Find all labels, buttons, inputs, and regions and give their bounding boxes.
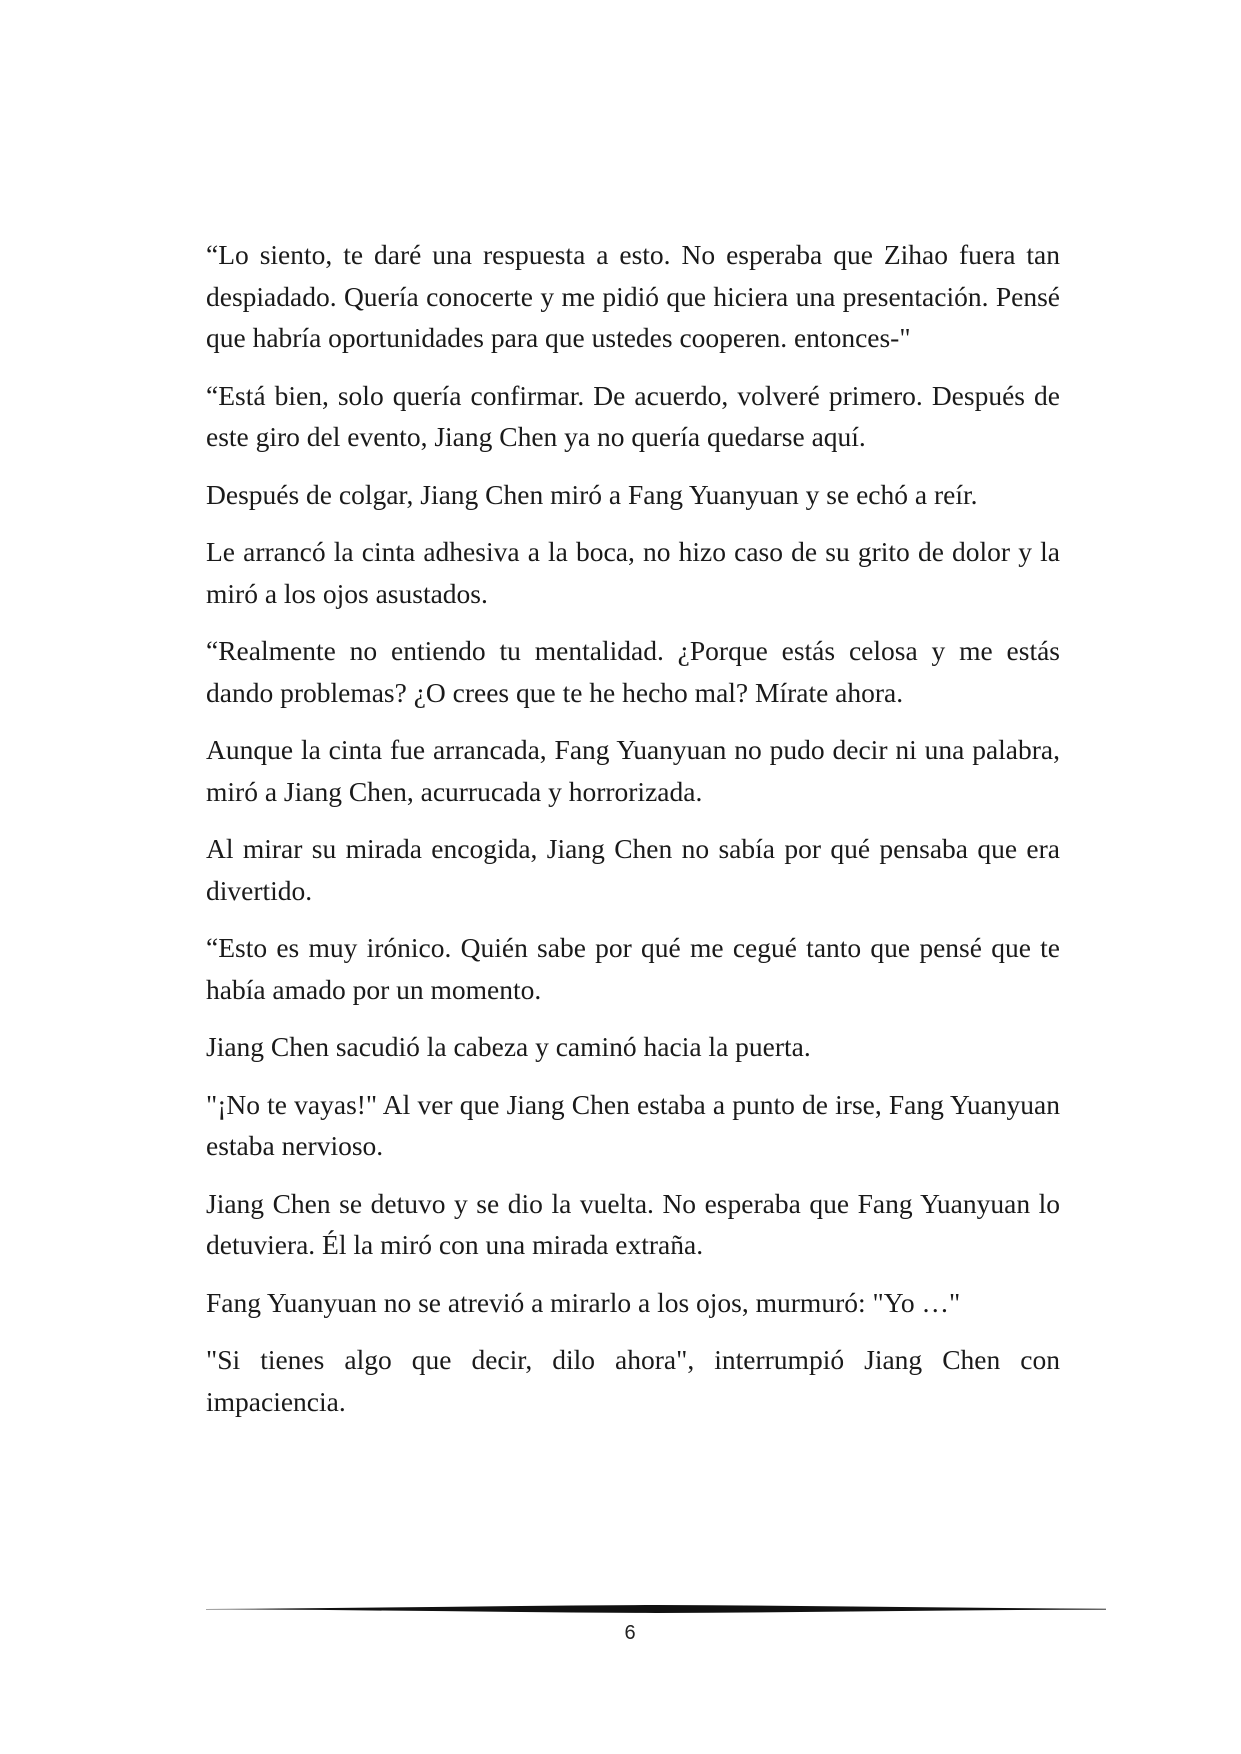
body-text — [206, 234, 1060, 1438]
paragraph: “Realmente no entiendo tu mentalidad. ¿Porque estás celosa y me estás dando problemas? ¿O crees que te he hecho mal? Mírate ahora. — [206, 635, 1060, 708]
footer-divider — [206, 1602, 1106, 1616]
paragraph: Al mirar su mirada encogida, Jiang Chen no sabía por qué pensaba que era divertido. — [206, 833, 1060, 906]
paragraph: Le arrancó la cinta adhesiva a la boca, no hizo caso de su grito de dolor y la miró a los ojos asustados. — [206, 536, 1060, 609]
paragraph: Jiang Chen sacudió la cabeza y caminó hacia la puerta. — [206, 1031, 811, 1062]
paragraph: “Lo siento, te daré una respuesta a esto. No esperaba que Zihao fuera tan despiadado. Quería conocerte y me pidió que hiciera una presentación. Pensé que habría oportunidades para que ustedes cooperen. entonces-" — [206, 239, 1060, 353]
page-number: 6 — [624, 1622, 636, 1644]
paragraph: Después de colgar, Jiang Chen miró a Fang Yuanyuan y se echó a reír. — [206, 478, 978, 510]
paragraph: “Está bien, solo quería confirmar. De acuerdo, volveré primero. Después de este giro del evento, Jiang Chen ya no quería quedarse aquí. — [206, 379, 1060, 452]
paragraph: Aunque la cinta fue arrancada, Fang Yuanyuan no pudo decir ni una palabra, miró a Jiang Chen, acurrucada y horrorizada. — [206, 734, 1060, 807]
paragraph: Fang Yuanyuan no se atrevió a mirarlo a los ojos, murmuró: "Yo …" — [206, 1286, 961, 1318]
paragraph: “Esto es muy irónico. Quién sabe por qué me cegué tanto que pensé que te había amado por un momento. — [206, 932, 1060, 1005]
paragraph: "¡No te vayas!" Al ver que Jiang Chen estaba a punto de irse, Fang Yuanyuan estaba nervioso. — [206, 1088, 1060, 1161]
paragraph: Jiang Chen se detuvo y se dio la vuelta. No esperaba que Fang Yuanyuan lo detuviera. Él la miró con una mirada extraña. — [206, 1187, 1060, 1260]
paragraph: "Si tienes algo que decir, dilo ahora", interrumpió Jiang Chen con impaciencia. — [206, 1344, 1060, 1417]
